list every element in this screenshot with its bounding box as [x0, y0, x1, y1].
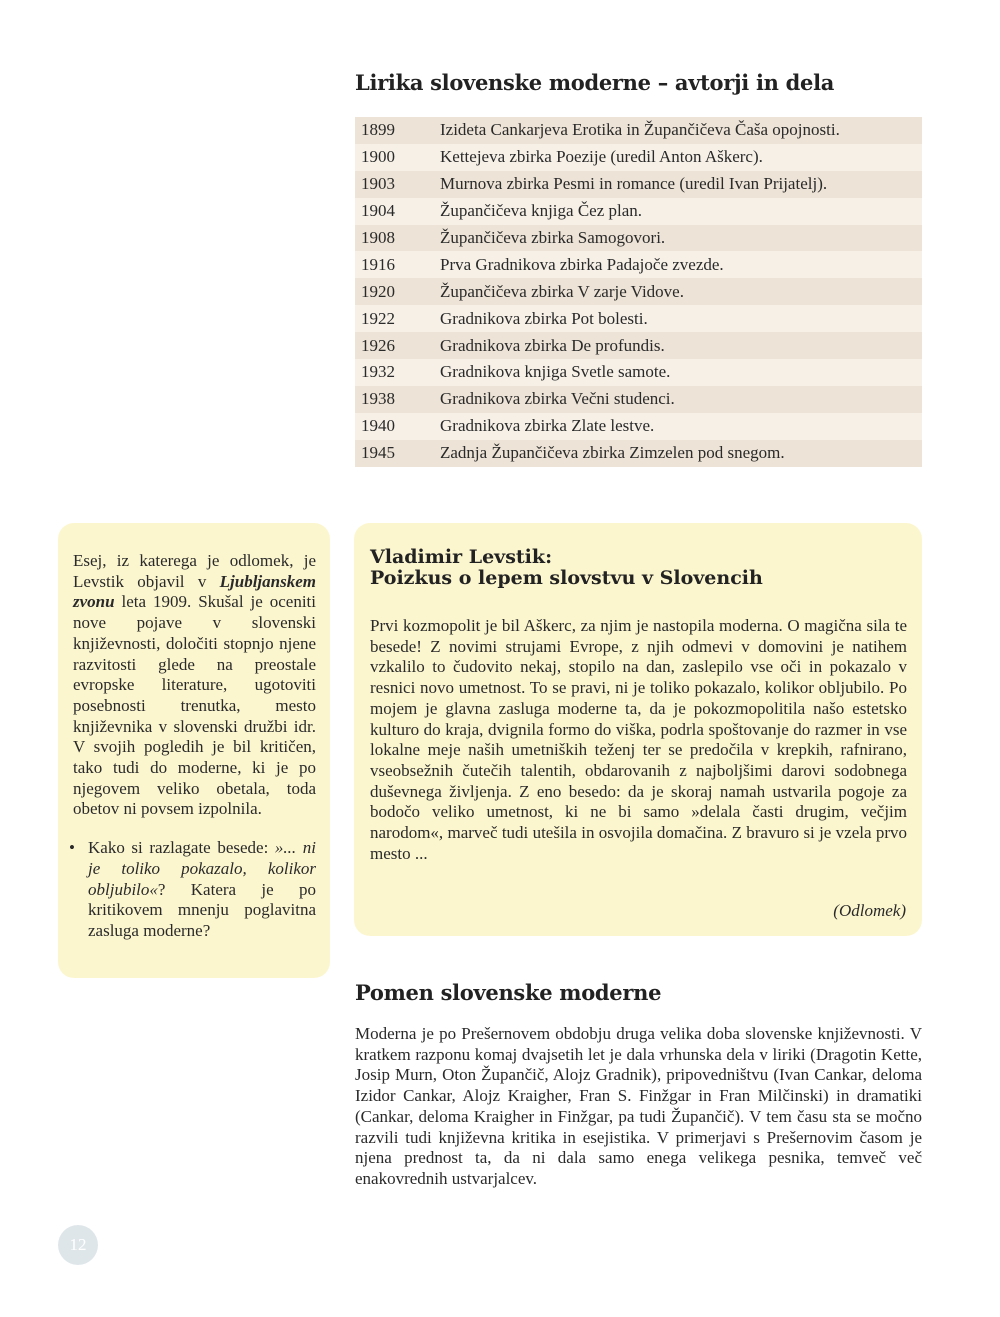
timeline-row — [355, 198, 922, 225]
timeline-event: Gradnikova knjiga Svetle samote. — [440, 359, 922, 386]
excerpt-box — [354, 523, 922, 936]
timeline-event: Kettejeva zbirka Poezije (uredil Anton Aškerc). — [440, 144, 922, 171]
page-number: 12 — [58, 1225, 98, 1265]
sidebar-intro-text: Esej, iz katerega je odlomek, je Levstik objavil v — [73, 551, 316, 591]
timeline-title: Lirika slovenske moderne – avtorji in dela — [355, 70, 835, 95]
timeline-row — [355, 413, 922, 440]
timeline-row — [355, 332, 922, 359]
timeline-row — [355, 225, 922, 252]
timeline-year: 1916 — [355, 251, 440, 278]
timeline-year: 1940 — [355, 413, 440, 440]
timeline-event: Prva Gradnikova zbirka Padajoče zvezde. — [440, 251, 922, 278]
journal-name: Ljubljanskem zvonu — [73, 571, 316, 612]
timeline-year: 1922 — [355, 305, 440, 332]
timeline-year: 1900 — [355, 144, 440, 171]
timeline-event: Gradnikova zbirka Zlate lestve. — [440, 413, 922, 440]
section-title: Pomen slovenske moderne — [355, 980, 662, 1005]
timeline-event: Župančičeva knjiga Čez plan. — [440, 198, 922, 225]
timeline-row — [355, 278, 922, 305]
question-quote: »... ni je toliko pokazalo, kolikor obljubilo« — [88, 838, 316, 899]
section-body: Moderna je po Prešernovem obdobju druga velika doba slovenske književnosti. V kratkem razponu komaj dvajsetih let je dala vrhunska dela v liriki (Dragotin Kette, Josip Murn, Oton Župančič, Alojz Gradnik), pripovedništvu (Ivan Cankar, deloma Izidor Cankar, Alojz Kraigher, Fran S. Finžgar in Fran Milčinski) in dramatiki (Cankar, deloma Kraigher in Finžgar, pa tudi Župančič). V tem času sta se močno razvili tudi književna kritika in esejistika. V primerjavi s Prešernovim časom je njena prednost ta, da ni dala samo enega velikega pesnika, temveč več enakovrednih ustvarjalcev. — [355, 1024, 922, 1188]
timeline-year: 1904 — [355, 198, 440, 225]
question-list — [73, 838, 316, 942]
excerpt-work-title: Poizkus o lepem slovstvu v Slovencih — [370, 567, 763, 589]
excerpt-body: Prvi kozmopolit je bil Aškerc, za njim je nastopila moderna. O magična sila te besede! Z novimi strujami Evrope, z njih odmevi v domovini je natihem vzkalilo to čudovito nekaj, stopilo na dan, zaslepilo vse oči in pokazalo v resnici novo umetnost. To se pravi, ni je toliko pokazalo, kolikor obljubilo. Po mojem je glavna zasluga moderne ta, da je pokozmopolitila našo estetsko kulturo do kraja, dvignila formo do viška, podrla spoštovanje do razmer in vse lokalne meje naših umetniških teženj ter se predočila v krepkih, rafnirano, vseobsežnih čutečih talentih, obdarovanih z najboljšimi darovi sodobnega duševnega življenja. Z eno besedo: da je skoraj namah ustvarila pogoje za bodočo veliko umetnost, ki ne bi samo »delala časti drugim, večjim narodom«, marveč tudi utešila in osvojila domačina. Z bravuro si je vzela prvo mesto ... — [370, 616, 907, 863]
timeline-row — [355, 117, 922, 144]
sidebar-note — [58, 523, 330, 978]
excerpt-author: Vladimir Levstik: — [370, 546, 553, 568]
timeline-event: Župančičeva zbirka V zarje Vidove. — [440, 278, 922, 305]
timeline-row — [355, 359, 922, 386]
timeline-year: 1899 — [355, 117, 440, 144]
timeline-row — [355, 386, 922, 413]
sidebar-intro-text-cont: leta 1909. Skušal je oceniti nove pojave v slovenski književnosti, določiti stopnjo njene razvitosti glede na preostale evropske literature, ugotoviti posebnosti trenutka, mesto književnika v slovenski družbi idr. V svojih pogledih je bil kritičen, tako tudi do moderne, ki je po njegovem veliko obetala, toda obetov ni povsem izpolnila. — [73, 592, 316, 819]
timeline-table — [355, 117, 922, 467]
timeline-event: Gradnikova zbirka De profundis. — [440, 332, 922, 359]
question-text-cont: ? Katera je po kritikovem mnenju poglavitna zasluga moderne? — [88, 879, 316, 940]
timeline-event: Gradnikova zbirka Pot bolesti. — [440, 305, 922, 332]
timeline-event: Župančičeva zbirka Samogovori. — [440, 225, 922, 252]
question-text: Kako si razlagate besede: — [88, 838, 275, 858]
timeline-year: 1908 — [355, 225, 440, 252]
timeline-row — [355, 171, 922, 198]
excerpt-source-note: (Odlomek) — [833, 901, 906, 920]
timeline-row — [355, 144, 922, 171]
timeline-row — [355, 251, 922, 278]
timeline-event: Gradnikova zbirka Večni studenci. — [440, 386, 922, 413]
timeline-year: 1926 — [355, 332, 440, 359]
question-item — [73, 838, 316, 942]
timeline-event: Zadnja Župančičeva zbirka Zimzelen pod snegom. — [440, 440, 922, 467]
timeline-row — [355, 440, 922, 467]
sidebar-intro — [73, 551, 316, 820]
timeline-year: 1920 — [355, 278, 440, 305]
timeline-year: 1945 — [355, 440, 440, 467]
timeline-row — [355, 305, 922, 332]
timeline-event: Murnova zbirka Pesmi in romance (uredil Ivan Prijatelj). — [440, 171, 922, 198]
timeline-year: 1932 — [355, 359, 440, 386]
excerpt-title — [370, 547, 907, 589]
timeline-year: 1938 — [355, 386, 440, 413]
timeline-year: 1903 — [355, 171, 440, 198]
timeline-event: Izideta Cankarjeva Erotika in Župančičeva Čaša opojnosti. — [440, 117, 922, 144]
